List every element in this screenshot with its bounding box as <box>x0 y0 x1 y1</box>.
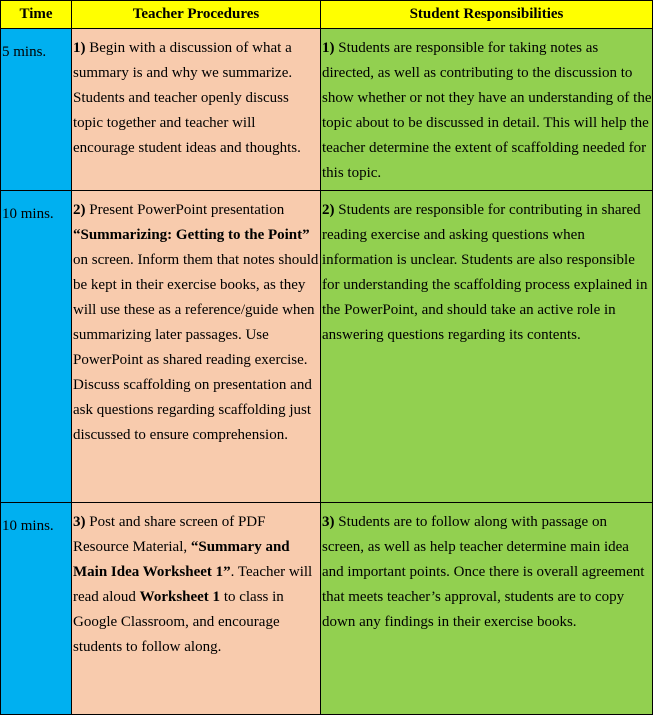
student-responsibility-cell <box>321 191 653 503</box>
responsibility-text: Students are responsible for taking notes as directed, as well as contributing to the discussion to show whether or not they have an understanding of the topic about to be discussed in detail. This will help the teacher determine the extent of scaffolding needed for this topic. <box>322 40 652 181</box>
procedure-text: to class in Google Classroom, and encourage students to follow along. <box>73 589 284 655</box>
student-responsibility-cell <box>321 503 653 715</box>
table-row <box>1 29 653 191</box>
student-responsibility-cell <box>321 29 653 191</box>
step-number: 2) <box>73 202 86 218</box>
step-number: 1) <box>73 40 86 56</box>
teacher-procedure-cell <box>72 191 321 503</box>
table-row <box>1 191 653 503</box>
step-number: 1) <box>322 40 335 56</box>
presentation-title: “Summarizing: Getting to the Point” <box>73 227 310 243</box>
teacher-procedure-cell <box>72 503 321 715</box>
header-row <box>1 1 653 29</box>
time-value: 10 mins. <box>2 518 54 534</box>
step-number: 2) <box>322 202 335 218</box>
time-value: 5 mins. <box>2 44 47 60</box>
procedure-text: Present PowerPoint presentation <box>85 202 285 218</box>
table-row <box>1 503 653 715</box>
teacher-procedures-header: Teacher Procedures <box>72 1 321 29</box>
procedure-text: on screen. Inform them that notes should be kept in their exercise books, as they will use these as a reference/guide when summarizing later passages. Use PowerPoint as shared reading exercise. Discuss scaffolding on presentation and ask questions regarding scaffolding just discussed to ensure comprehension. <box>73 252 319 443</box>
worksheet-title: “Summary and Main Idea Worksheet 1” <box>73 539 290 580</box>
time-header: Time <box>1 1 72 29</box>
responsibility-text: Students are responsible for contributing in shared reading exercise and asking questions when information is unclear. Students are also responsible for understanding the scaffolding process explained in the PowerPoint, and should take an active role in answering questions regarding its contents. <box>322 202 648 343</box>
teacher-procedure-cell <box>72 29 321 191</box>
time-cell <box>1 191 72 503</box>
procedure-text: Begin with a discussion of what a summary is and why we summarize. Students and teacher openly discuss topic together and teacher will encourage student ideas and thoughts. <box>73 40 301 156</box>
step-number: 3) <box>73 514 86 530</box>
time-value: 10 mins. <box>2 206 54 222</box>
step-number: 3) <box>322 514 335 530</box>
worksheet-name: Worksheet 1 <box>139 589 221 605</box>
time-cell <box>1 503 72 715</box>
time-cell <box>1 29 72 191</box>
procedure-text: . Teacher will read aloud <box>73 564 313 605</box>
procedure-text: Post and share screen of PDF Resource Material, <box>73 514 266 555</box>
student-responsibilities-header: Student Responsibilities <box>321 1 653 29</box>
responsibility-text: Students are to follow along with passage on screen, as well as help teacher determine main idea and important points. Once there is overall agreement that meets teacher’s approval, students are to copy down any findings in their exercise books. <box>322 514 645 630</box>
